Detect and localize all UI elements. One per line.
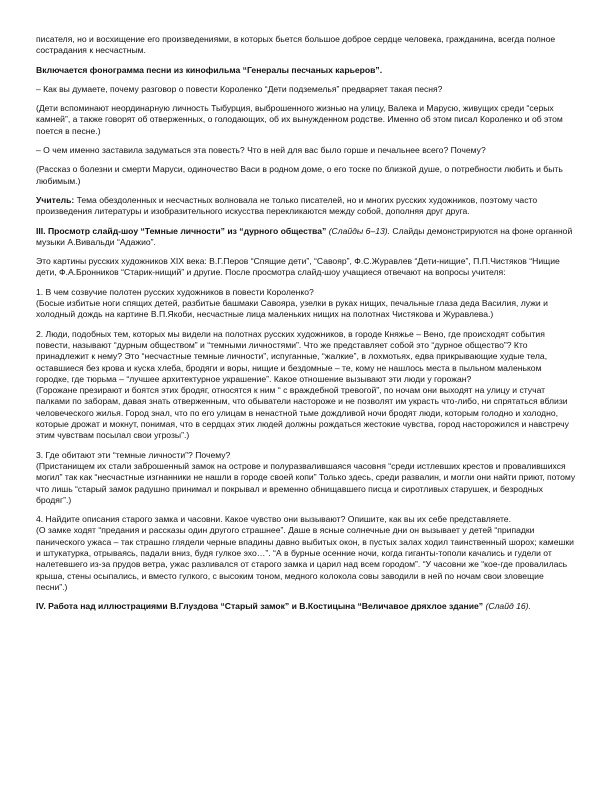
answer-4: (О замке ходят “предания и рассказы один другого страшнее”. Даше в ясные солнечные дни он вызывает у детей “припадки панического ужаса – так страшно глядели черные впадины давно выбитых окон, в пустых залах ходил таинственный шорох; камешки и штукатурка, отрываясь, падали вниз, будя гулкое эхо…”. “А в бурные осенние ночи, когда гиганты-тополи качались и гудели от налетевшего из-за прудов ветра, ужас разливался от старого замка и царил над всем городом”. “У часовни же “кое-где провалилась крыша, стены осыпались, и вместо гулкого, с высоким тоном, медного колокола совы заводили в ней по ночам свои зловещие песни”.): [36, 525, 574, 592]
answer-story: (Рассказ о болезни и смерти Маруси, одиночество Васи в родном доме, о его тоске по близкой душе, о потребности любить и быть любимым.): [36, 164, 563, 186]
section-three: [36, 226, 576, 249]
teacher-paragraph: [36, 195, 576, 218]
section-four-heading: IV. Работа над иллюстрациями В.Глуздова “Старый замок” и В.Костицына “Величавое дряхлое здание”: [36, 601, 484, 612]
answer-2: (Горожане презирают и боятся этих бродяг, относятся к ним “ с враждебной тревогой”, по ночам они выходят на улицу и стучат палками по заборам, давая знать отверженным, что обыватели настороже и не позволят им украсть что-либо, ни спрятаться вблизи человеческого жилья. Город знал, что по его улицам в ненастной тьме дождливой ночи бродят люди, которым голодно и холодно, которые дрожат и мокнут, понимая, что в сердцах этих людей должны рождаться жестокие чувства, город насторожился и навстречу этим чувствам посылал свои угрозы”.): [36, 385, 569, 441]
section-three-text: Слайды демонстрируются на фоне органной музыки А.Вивальди “Адажио”.: [36, 225, 573, 247]
document-page: [36, 34, 576, 620]
paintings-paragraph: Это картины русских художников XIX века: В.Г.Перов “Спящие дети”, “Савояр”, Ф.С.Журавлев “Дети-нищие”, П.П.Чистяков “Нищие дети, Ф.А.Бронников “Старик-нищий” и другие. После просмотра слайд-шоу учащиеся отвечают на вопросы учителя:: [36, 256, 560, 278]
answer-1: (Босые избитые ноги спящих детей, разбитые башмаки Савояра, узелки в руках нищих, печальные глаза деда Василия, лужи и холодный дождь на картине В.П.Якоби, несчастные лица маленьких нищих на полотнах Чистякова и Журавлева.): [36, 298, 548, 320]
song-instruction: Включается фонограмма песни из кинофильма “Генералы песчаных карьеров”.: [36, 64, 383, 75]
question-answer-3: [36, 450, 576, 506]
section-three-slides: (Слайды 6–13).: [326, 225, 391, 236]
answer-song: (Дети вспоминают неординарную личность Тыбурция, выброшенного жизнью на улицу, Валека и Марусю, живущих среди “серых камней”, а также говорят об отверженных, о голодающих, об их вынужденном родстве. Именно об этом писал Короленко и об этом поется в песне.): [36, 103, 563, 136]
teacher-label: Учитель:: [36, 194, 75, 205]
section-four-slide: (Слайд 16).: [483, 601, 531, 612]
question-answer-1: [36, 287, 576, 321]
question-answer-4: [36, 514, 576, 593]
paragraph-writer-admiration: писателя, но и восхищение его произведениями, в которых бьется большое доброе сердце человека, гражданина, всегда полное сострадания к несчастным.: [36, 34, 556, 56]
question-3: 3. Где обитают эти “темные личности”? Почему?: [36, 449, 231, 460]
question-2: 2. Люди, подобных тем, которых мы видели на полотнах русских художников, в городе Княжье – Вено, где происходят события повести, называют “дурным обществом” и “темными личностями”. Что же представляет собой это “дурное общество”? Кто принадлежит к нему? Это “несчастные темные личности”, испуганные, “жалкие”, в лохмотьях, едва прикрывающие худые тела, оставшиеся без крова и куска хлеба, бродяги и воры, нищие и бездомные – те, кому не нашлось места в пыльном маленьком городке, где тюрьма – “лучшее архитектурное украшение”. Какое отношение вызывают эти люди у горожан?: [36, 328, 548, 384]
question-1: 1. В чем созвучие полотен русских художников в повести Короленко?: [36, 286, 314, 297]
question-story: – О чем именно заставила задуматься эта повесть? Что в ней для вас было горше и печальнее всего? Почему?: [36, 145, 486, 156]
teacher-text: Тема обездоленных и несчастных волновала не только писателей, но и многих русских художников, поэтому часто произведения литературы и изобразительного искусства перекликаются между собой, дополняя друг друга.: [36, 194, 538, 217]
section-three-heading: III. Просмотр слайд-шоу “Темные личности” из “дурного общества”: [36, 225, 327, 236]
section-four: [36, 601, 576, 612]
question-song: – Как вы думаете, почему разговор о повести Короленко “Дети подземелья” предваряет такая песня?: [36, 83, 443, 94]
answer-3: (Пристанищем их стали заброшенный замок на острове и полуразвалившаяся часовня “среди истлевших крестов и провалившихся могил” так как “несчастные изгнанники не нашли в городе своей копи” Только здесь, среди развалин, и могли они найти приют, потому что лишь “старый замок радушно принимал и покрывал и временно обнищавшего писца и сиротливых старушек, и безродных бродяг”.): [36, 460, 576, 505]
question-answer-2: [36, 329, 576, 442]
question-4: 4. Найдите описания старого замка и часовни. Какое чувство они вызывают? Опишите, как вы их себе представляете.: [36, 514, 511, 525]
